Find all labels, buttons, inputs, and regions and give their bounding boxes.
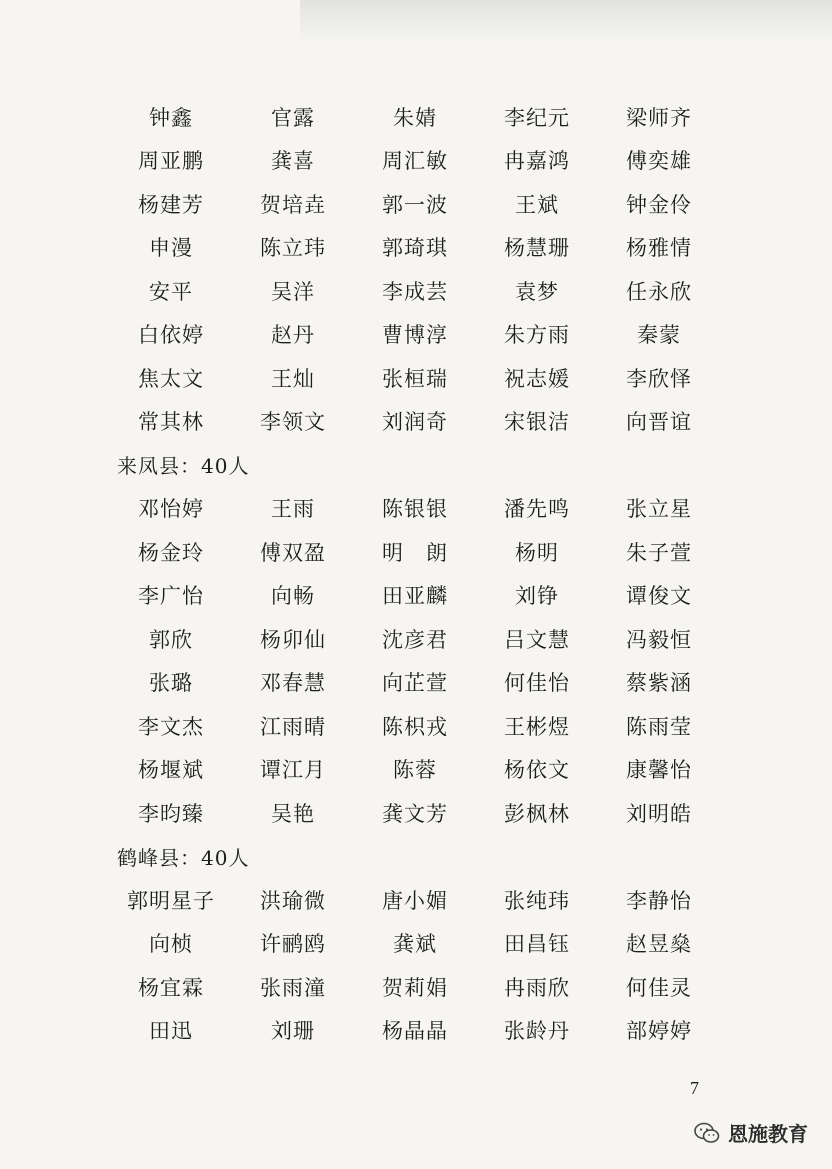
name-row — [110, 400, 730, 444]
student-name: 田昌钰 — [504, 932, 570, 957]
student-name: 李静怡 — [626, 888, 692, 913]
student-name: 李欣怿 — [626, 366, 692, 391]
student-name: 赵丹 — [271, 323, 315, 348]
student-name: 龚斌 — [393, 932, 437, 957]
student-name: 王彬煜 — [504, 714, 570, 739]
student-name: 郭琦琪 — [382, 236, 448, 261]
student-name: 彭枫林 — [504, 801, 570, 826]
name-row — [110, 269, 730, 313]
student-name: 杨慧珊 — [504, 236, 570, 261]
student-name: 何佳灵 — [626, 975, 692, 1000]
student-name: 何佳怡 — [504, 671, 570, 696]
wechat-icon — [694, 1122, 720, 1144]
student-name: 傅双盈 — [260, 540, 326, 565]
student-name: 明 朗 — [382, 540, 448, 565]
student-name: 刘明皓 — [626, 801, 692, 826]
student-name: 刘润奇 — [382, 410, 448, 435]
student-name: 袁梦 — [515, 279, 559, 304]
name-row — [110, 748, 730, 792]
name-row — [110, 661, 730, 705]
student-name: 田迅 — [149, 1019, 193, 1044]
student-name: 杨依文 — [504, 758, 570, 783]
student-name: 陈银银 — [382, 497, 448, 522]
student-name: 钟金伶 — [626, 192, 692, 217]
student-name: 李成芸 — [382, 279, 448, 304]
student-name: 郭一波 — [382, 192, 448, 217]
student-name: 谭俊文 — [626, 584, 692, 609]
student-name: 杨明 — [515, 540, 559, 565]
student-name: 任永欣 — [626, 279, 692, 304]
name-row — [110, 617, 730, 661]
student-name: 冉嘉鸿 — [504, 149, 570, 174]
student-name: 向桢 — [149, 932, 193, 957]
student-name: 张立星 — [626, 497, 692, 522]
student-name: 焦太文 — [138, 366, 204, 391]
watermark-text: 恩施教育 — [728, 1122, 808, 1146]
page-number: 7 — [690, 1078, 699, 1098]
student-name: 周汇敏 — [382, 149, 448, 174]
student-name: 官露 — [271, 105, 315, 130]
student-name: 蔡紫涵 — [626, 671, 692, 696]
student-name: 王雨 — [271, 497, 315, 522]
name-row — [110, 139, 730, 183]
student-name: 向晋谊 — [626, 410, 692, 435]
student-name: 康馨怡 — [626, 758, 692, 783]
student-name: 宋银洁 — [504, 410, 570, 435]
student-name: 朱方雨 — [504, 323, 570, 348]
name-row — [110, 922, 730, 966]
student-name: 赵昱燊 — [626, 932, 692, 957]
student-name: 安平 — [149, 279, 193, 304]
name-row — [110, 95, 730, 139]
student-name: 李文杰 — [138, 714, 204, 739]
student-name: 贺培垚 — [260, 192, 326, 217]
student-name: 曹博淳 — [382, 323, 448, 348]
student-name: 沈彦君 — [382, 627, 448, 652]
student-name: 江雨晴 — [260, 714, 326, 739]
student-name: 傅奕雄 — [626, 149, 692, 174]
name-row — [110, 530, 730, 574]
student-name: 刘铮 — [515, 584, 559, 609]
student-name: 郭明星子 — [127, 888, 215, 913]
student-name: 钟鑫 — [149, 105, 193, 130]
name-row — [110, 313, 730, 357]
student-name: 向芷萱 — [382, 671, 448, 696]
student-name: 杨晶晶 — [382, 1019, 448, 1044]
student-name: 白依婷 — [138, 323, 204, 348]
student-name: 杨雅情 — [626, 236, 692, 261]
student-name: 李广怡 — [138, 584, 204, 609]
name-row — [110, 487, 730, 531]
watermark — [694, 1118, 808, 1147]
name-row — [110, 356, 730, 400]
student-name: 贺莉娟 — [382, 975, 448, 1000]
student-name: 龚喜 — [271, 149, 315, 174]
name-row — [110, 791, 730, 835]
student-name: 郭欣 — [149, 627, 193, 652]
student-name: 杨卯仙 — [260, 627, 326, 652]
student-name: 常其林 — [138, 410, 204, 435]
student-name: 邓春慧 — [260, 671, 326, 696]
student-name: 潘先鸣 — [504, 497, 570, 522]
student-name: 李领文 — [260, 410, 326, 435]
county-heading: 鹤峰县：40人 — [117, 845, 250, 870]
student-name: 张桓瑞 — [382, 366, 448, 391]
student-name: 申漫 — [149, 236, 193, 261]
student-name: 冯毅恒 — [626, 627, 692, 652]
student-name: 张雨潼 — [260, 975, 326, 1000]
student-name: 梁师齐 — [626, 105, 692, 130]
student-name: 向畅 — [271, 584, 315, 609]
county-heading: 来凤县：40人 — [117, 454, 250, 479]
student-name: 祝志媛 — [504, 366, 570, 391]
student-name: 龚文芳 — [382, 801, 448, 826]
student-name: 唐小媚 — [382, 888, 448, 913]
student-name: 王斌 — [515, 192, 559, 217]
student-name: 陈蓉 — [393, 758, 437, 783]
student-name: 吴艳 — [271, 801, 315, 826]
student-name: 陈雨莹 — [626, 714, 692, 739]
student-name: 张璐 — [149, 671, 193, 696]
student-name: 李昀臻 — [138, 801, 204, 826]
student-name: 部婷婷 — [626, 1019, 692, 1044]
student-name: 周亚鹏 — [138, 149, 204, 174]
student-name: 谭江月 — [260, 758, 326, 783]
student-name: 张纯玮 — [504, 888, 570, 913]
student-name: 杨宜霖 — [138, 975, 204, 1000]
student-name: 吴洋 — [271, 279, 315, 304]
name-list — [110, 95, 730, 1052]
student-name: 冉雨欣 — [504, 975, 570, 1000]
student-name: 杨建芳 — [138, 192, 204, 217]
student-name: 朱婧 — [393, 105, 437, 130]
name-row — [110, 878, 730, 922]
student-name: 田亚麟 — [382, 584, 448, 609]
name-row — [110, 182, 730, 226]
student-name: 洪瑜微 — [260, 888, 326, 913]
name-row — [110, 1009, 730, 1053]
name-row — [110, 574, 730, 618]
student-name: 张龄丹 — [504, 1019, 570, 1044]
student-name: 邓怡婷 — [138, 497, 204, 522]
student-name: 刘珊 — [271, 1019, 315, 1044]
student-name: 许鹂鸥 — [260, 932, 326, 957]
student-name: 杨堰斌 — [138, 758, 204, 783]
student-name: 李纪元 — [504, 105, 570, 130]
student-name: 陈立玮 — [260, 236, 326, 261]
student-name: 杨金玲 — [138, 540, 204, 565]
name-row — [110, 704, 730, 748]
student-name: 秦蒙 — [637, 323, 681, 348]
student-name: 陈枳戎 — [382, 714, 448, 739]
scan-shadow — [300, 0, 832, 42]
student-name: 朱子萱 — [626, 540, 692, 565]
student-name: 王灿 — [271, 366, 315, 391]
student-name: 吕文慧 — [504, 627, 570, 652]
name-row — [110, 226, 730, 270]
name-row — [110, 965, 730, 1009]
